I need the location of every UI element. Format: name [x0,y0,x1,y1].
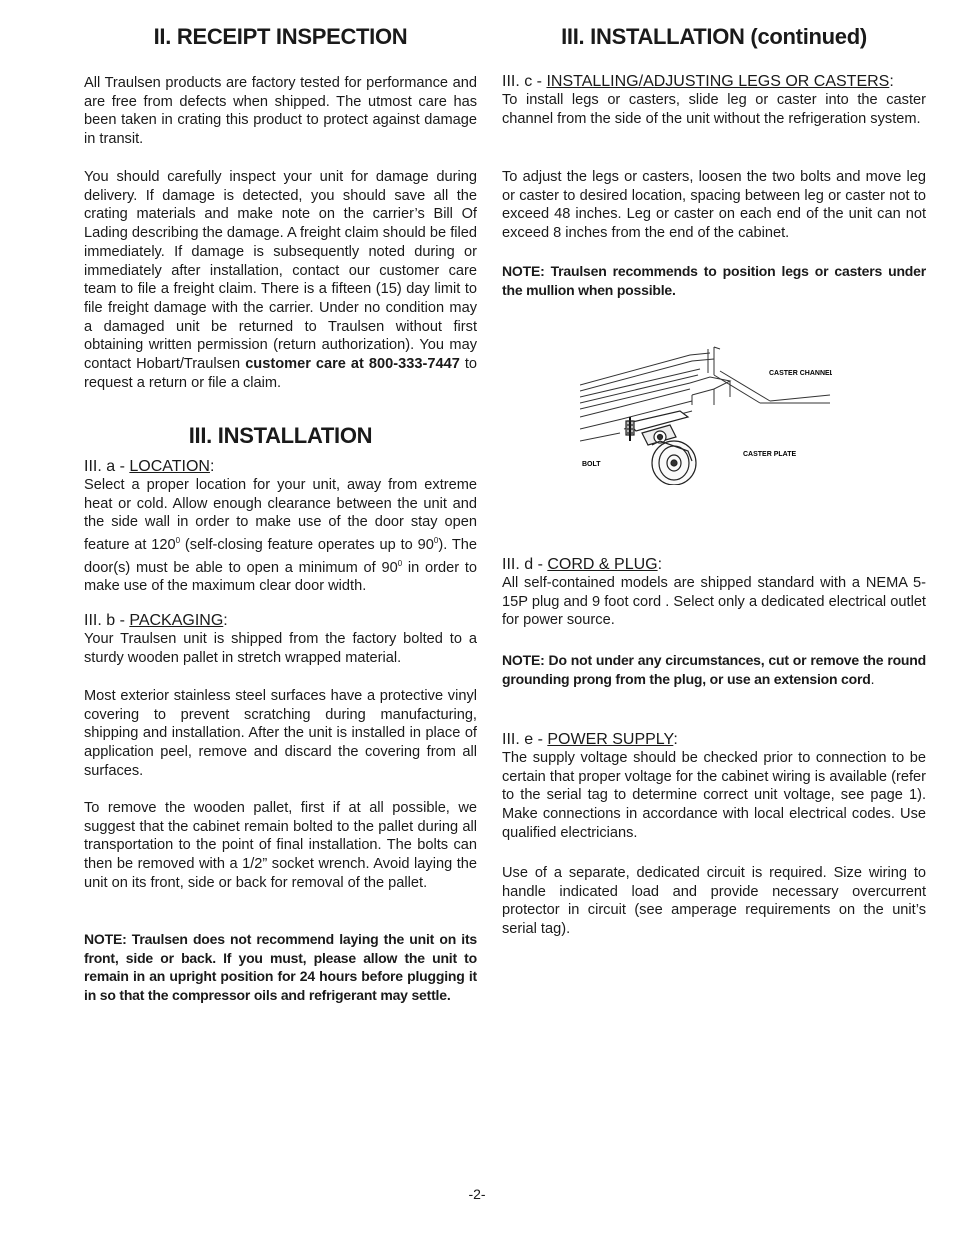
legs-text-1: To install legs or casters, slide leg or caster into the caster channel from the side of the unit without the refrigeration system. [502,92,926,127]
power-text-2: Use of a separate, dedicated circuit is required. Size wiring to handle indicated load and provide necessary overcurrent protector in circuit (see amperage requirements on the unit’s serial tag). [502,865,926,938]
power-colon: : [673,731,678,748]
cord-note-body: NOTE: Do not under any circumstances, cut or remove the round grounding prong from the plug, or use an extension cord [502,652,926,687]
cord-subheading [502,555,926,574]
caster-illustration [580,345,832,485]
legs-note-text: NOTE: Traulsen recommends to position legs or casters under the mullion when possible. [502,263,926,298]
packaging-note-text: NOTE: Traulsen does not recommend laying the unit on its front, side or back. If you must, please allow the unit to remain in an upright position for 24 hours before plugging it in so that the compressor oils and refrigerant may settle. [84,931,477,1004]
legs-paragraph-2 [502,168,926,243]
degree-sup-1: 0 [175,536,181,546]
packaging-section [84,611,477,667]
caster-channel-label: CASTER CHANNEL [769,370,832,377]
cord-note [502,651,926,688]
power-subheading [502,730,926,749]
legs-colon: : [889,73,894,90]
cord-label: CORD & PLUG [547,556,658,573]
packaging-paragraph-3 [84,799,477,893]
legs-prefix: III. c - [502,73,547,90]
packaging-label: PACKAGING [129,612,224,629]
power-paragraph-2 [502,864,926,939]
caster-plate-label: CASTER PLATE [743,451,797,458]
customer-care-phone: customer care at 800-333-7447 [245,356,460,373]
receipt-text-2-tail: to request a return or file a claim. [84,356,477,391]
location-colon: : [209,458,215,475]
location-text [84,476,477,596]
caster-drawing [580,345,832,485]
installation-continued-heading: III. INSTALLATION (continued) [561,24,867,49]
packaging-text-3: To remove the wooden pallet, first if at all possible, we suggest that the cabinet remain bolted to the pallet during all transportation to the point of final installation. The bolts can then be removed with a 1/2” socket wrench. Avoid laying the unit on its front, side or back for removal of the pallet. [84,800,477,891]
receipt-paragraph-2 [84,168,477,392]
cord-note-text [502,651,926,688]
receipt-text-2 [84,168,477,392]
packaging-subheading [84,611,477,630]
receipt-text-1: All Traulsen products are factory tested for performance and are free from defects when shipped. The utmost care has been taken in crating this product to protect against damage in transit. [84,75,477,148]
receipt-paragraph-1 [84,74,477,149]
packaging-colon: : [223,612,228,629]
cord-section [502,555,926,630]
location-text-2: (self-closing feature operates up to 90 [180,536,434,553]
packaging-text-1: Your Traulsen unit is shipped from the factory bolted to a sturdy wooden pallet in stretch wrapped material. [84,631,477,666]
cord-note-end: . [870,670,875,687]
installation-heading: III. INSTALLATION [188,423,373,448]
cord-prefix: III. d - [502,556,548,573]
degree-sup-3: 0 [397,558,403,568]
packaging-note [84,930,477,1005]
degree-sup-2: 0 [433,536,439,546]
receipt-text-2-body: You should carefully inspect your unit for damage during delivery. If damage is detected, you should save all the crating materials and make note on the carrier’s Bill Of Lading describing the damage. A freight claim should be filed immediately. If damage is subsequently noted during or immediately after installation, contact our customer care team to file a freight claim. There is a fifteen (15) day limit to file freight damage with the carrier. Under no condition may a damaged unit be returned to Traulsen without first obtaining written permission (return authorization). You may contact Hobart/Traulsen [84,169,477,373]
legs-note [502,262,926,299]
legs-text-2: To adjust the legs or casters, loosen the two bolts and move leg or caster to desired location, spacing between leg or caster not to exceed 48 inches. Leg or caster on each end of the unit can not exceed 8 inches from the end of the cabinet. [502,169,926,242]
location-text-3: ). The door(s) must be able to open a minimum of 90 [84,536,477,576]
packaging-prefix: III. b - [84,612,130,629]
location-prefix: III. a - [84,458,130,475]
page-number: -2- [468,1186,486,1202]
cord-text: All self-contained models are shipped standard with a NEMA 5-15P plug and 9 foot cord . Select only a dedicated electrical outlet for power source. [502,575,926,629]
packaging-paragraph-2 [84,687,477,781]
power-prefix: III. e - [502,731,548,748]
location-subheading [84,457,477,476]
location-text-1: Select a proper location for your unit, away from extreme heat or cold. Allow enough clearance between the unit and the side wall in order to make use of the door stay open feature at 120 [84,477,477,553]
power-label: POWER SUPPLY [547,731,674,748]
location-text-4: in order to make use of the maximum clear door width. [84,559,478,595]
receipt-inspection-heading: II. RECEIPT INSPECTION [153,24,408,49]
legs-subheading [502,72,926,91]
packaging-text-2: Most exterior stainless steel surfaces have a protective vinyl covering to prevent scratching during manufacturing, shipping and installation. After the unit is installed in place of application peel, remove and discard the covering from all surfaces. [84,688,477,779]
bolt-label: BOLT [582,461,601,468]
legs-section [502,72,926,128]
power-section [502,730,926,843]
legs-label: INSTALLING/ADJUSTING LEGS OR CASTERS [546,73,890,90]
location-section [84,457,477,596]
location-label: LOCATION [129,458,210,475]
power-text-1: The supply voltage should be checked prior to connection to be certain that proper voltage for the cabinet wiring is available (refer to the serial tag to determine correct unit voltage, see page 1). Make connections in accordance with local electrical codes. Use qualified electricians. [502,750,926,841]
cord-colon: : [657,556,663,573]
